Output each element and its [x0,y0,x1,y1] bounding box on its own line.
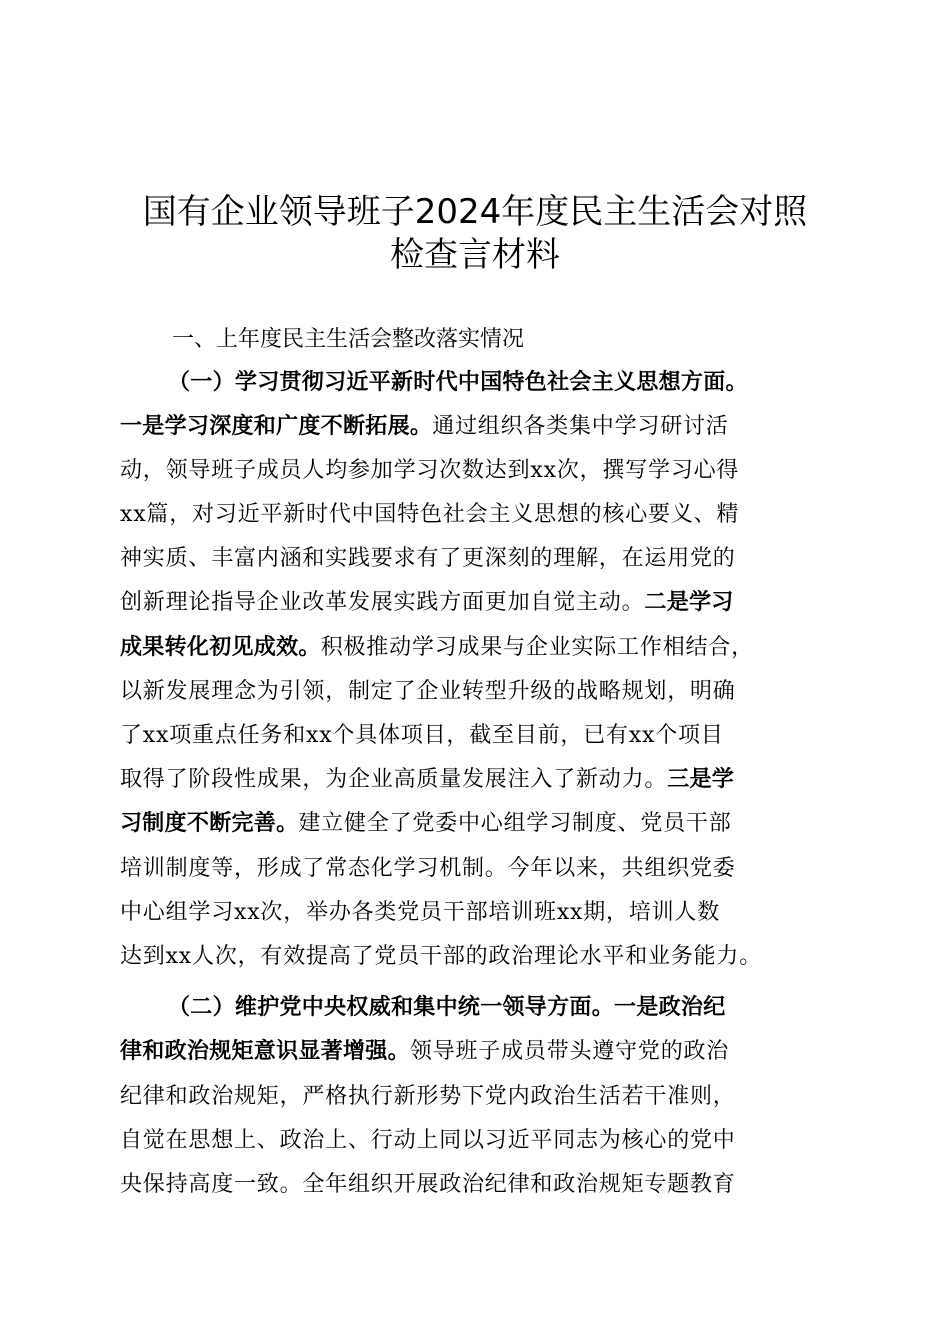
document-title-line-2: 检查言材料 [390,235,560,275]
body-line [168,990,888,1026]
text-run: 神实质、丰富内涵和实践要求有了更深刻的理解，在运用党的 [120,546,736,571]
text-run: 创新理论指导企业改革发展实践方面更加自觉主动。 [120,590,645,615]
body-line [120,806,840,842]
body-line [120,497,840,533]
text-run: 取得了阶段性成果，为企业高质量发展注入了新动力。 [120,767,668,792]
body-line [120,1034,840,1070]
bold-phrase: 二是学习 [644,590,734,615]
text-run: 建立健全了党委中心组学习制度、党员干部 [298,811,732,836]
body-line [120,585,840,621]
text-run: xx篇，对习近平新时代中国特色社会主义思想的核心要义、精 [120,502,740,527]
bold-phrase: 习制度不断完善。 [120,811,299,836]
text-run: 央保持高度一致。全年组织开展政治纪律和政治规矩专题教育 [120,1172,736,1197]
text-run: 纪律和政治规矩，严格执行新形势下党内政治生活若干准则， [120,1084,736,1109]
text-run: 以新发展理念为引领，制定了企业转型升级的战略规划，明确 [120,679,736,704]
body-line [120,1123,840,1159]
text-run: 培训制度等，形成了常态化学习机制。今年以来，共组织党委 [120,856,736,881]
text-run: 了xx项重点任务和xx个具体项目，截至目前，已有xx个项目 [120,723,724,748]
text-run: 自觉在思想上、政治上、行动上同以习近平同志为核心的党中 [120,1128,736,1153]
body-line [120,1167,840,1203]
bold-phrase: 成果转化初见成效。 [120,635,321,660]
document-title-line-1: 国有企业领导班子2024年度民主生活会对照 [142,192,808,232]
bold-phrase: 一是学习深度和广度不断拓展。 [120,414,433,439]
body-line [120,895,840,931]
body-line [120,453,840,489]
body-line [120,851,840,887]
section-1-heading: 一、上年度民主生活会整改落实情况 [172,327,525,352]
bold-phrase: 律和政治规矩意识显著增强。 [120,1039,410,1064]
text-run: 积极推动学习成果与企业实际工作相结合， [320,635,754,660]
body-line [120,1079,840,1115]
body-line [120,718,840,754]
body-line [120,939,840,975]
bold-phrase: （一）学习贯彻习近平新时代中国特色社会主义思想方面。 [168,370,748,395]
bold-phrase: （二）维护党中央权威和集中统一领导方面。一是政治纪 [168,995,726,1020]
body-line [120,630,840,666]
text-run: 通过组织各类集中学习研讨活 [432,414,729,439]
body-line [120,674,840,710]
body-line [120,762,840,798]
text-run: 领导班子成员带头遵守党的政治 [409,1039,730,1064]
body-line [168,365,888,401]
text-run: 中心组学习xx次，举办各类党员干部培训班xx期，培训人数 [120,900,721,925]
bold-phrase: 三是学 [667,767,735,792]
text-run: 达到xx人次，有效提高了党员干部的政治理论水平和业务能力。 [120,944,763,969]
text-run: 动，领导班子成员人均参加学习次数达到xx次，撰写学习心得 [120,458,740,483]
body-line [120,541,840,577]
body-line [120,409,840,445]
